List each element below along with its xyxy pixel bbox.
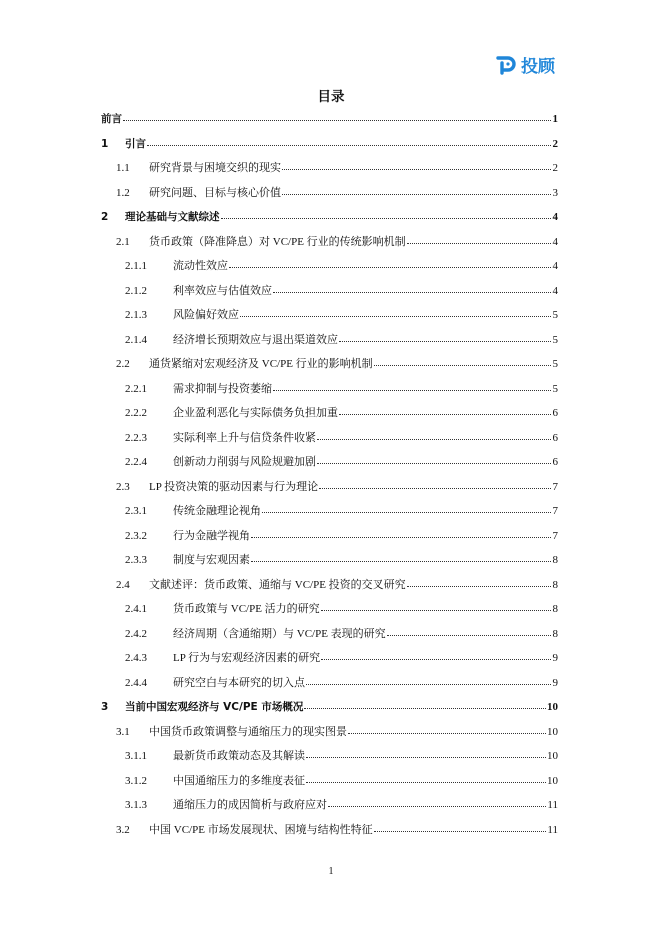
- toc-entry-title: 中国 VC/PE 市场发展现状、困境与结构性特征: [149, 823, 373, 836]
- toc-entry[interactable]: [125, 529, 558, 543]
- toc-entry-number: 2.4.3: [125, 652, 147, 664]
- toc-entry[interactable]: [125, 333, 558, 347]
- toc-entry[interactable]: [125, 284, 558, 298]
- toc-dot-leader: [319, 479, 551, 489]
- toc-dot-leader: [387, 626, 551, 636]
- toc-entry[interactable]: [116, 357, 558, 371]
- toc-dot-leader: [339, 332, 551, 342]
- toc-dot-leader: [306, 748, 546, 758]
- toc-entry-title: 经济周期（含通缩期）与 VC/PE 表现的研究: [173, 627, 386, 640]
- toc-dot-leader: [251, 528, 551, 538]
- toc-entry-number: 3.1.3: [125, 799, 147, 811]
- toc-entry-number: 2.1.1: [125, 260, 147, 272]
- toc-entry[interactable]: [125, 627, 558, 641]
- toc-entry-title: 前言: [101, 113, 122, 125]
- toc-dot-leader: [348, 724, 546, 734]
- toc-entry-title: 研究空白与本研究的切入点: [173, 676, 305, 689]
- toc-entry-number: 2.4.4: [125, 676, 147, 689]
- toc-dot-leader: [407, 234, 551, 244]
- toc-entry[interactable]: [101, 210, 558, 224]
- toc-entry-page: 8: [552, 578, 558, 591]
- toc-entry[interactable]: [125, 455, 558, 469]
- toc-entry-number: 2.1.3: [125, 309, 147, 321]
- toc-entry-number: 2.3.3: [125, 554, 147, 566]
- toc-dot-leader: [306, 773, 546, 783]
- toc-entry[interactable]: [116, 480, 558, 494]
- toc-entry-page: 5: [552, 333, 558, 346]
- toc-entry-title: 当前中国宏观经济与 VC/PE 市场概况: [125, 701, 304, 713]
- toc-entry-page: 5: [552, 309, 558, 321]
- toc-entry-title: 传统金融理论视角: [173, 505, 261, 517]
- toc-entry-page: 6: [552, 456, 558, 468]
- toc-entry[interactable]: [125, 602, 558, 616]
- toc-entry-number: 3.1: [116, 725, 130, 738]
- toc-entry-title: 中国货币政策调整与通缩压力的现实图景: [149, 725, 347, 738]
- toc-dot-leader: [317, 430, 551, 440]
- toc-entry-number: 2.1: [116, 235, 130, 248]
- toc-entry[interactable]: [116, 823, 558, 837]
- toc-entry-title: 需求抑制与投资萎缩: [173, 382, 272, 395]
- toc-dot-leader: [321, 601, 551, 611]
- toc-entry-page: 2: [552, 162, 558, 174]
- toc-entry-title: 创新动力削弱与风险规避加剧: [173, 456, 316, 468]
- toc-entry-page: 9: [552, 652, 558, 664]
- toc-entry-number: 2.3.1: [125, 505, 147, 517]
- toc-entry[interactable]: [125, 553, 558, 567]
- toc-entry-page: 4: [552, 284, 558, 297]
- toc-entry-page: 7: [552, 505, 558, 517]
- toc-entry-page: 4: [552, 235, 558, 248]
- toc-entry-number: 3: [101, 701, 109, 713]
- toc-entry-page: 11: [547, 799, 558, 811]
- toc-entry-page: 8: [552, 627, 558, 640]
- toc-dot-leader: [407, 577, 551, 587]
- toc-entry-page: 4: [552, 211, 558, 223]
- toc-entry-page: 10: [547, 725, 558, 738]
- toc-dot-leader: [282, 185, 551, 195]
- toc-entry-title: 企业盈利恶化与实际债务负担加重: [173, 407, 338, 419]
- toc-entry-page: 10: [547, 774, 558, 787]
- toc-title: 目录: [317, 89, 345, 105]
- toc-entry[interactable]: [125, 431, 558, 445]
- toc-entry-number: 2.4.1: [125, 603, 147, 615]
- toc-dot-leader: [317, 454, 551, 464]
- toc-dot-leader: [147, 136, 551, 146]
- toc-entry-page: 5: [552, 358, 558, 370]
- toc-entry-number: 2.3.2: [125, 529, 147, 542]
- toc-entry[interactable]: [125, 749, 558, 763]
- toc-dot-leader: [273, 381, 551, 391]
- brand-name: 投顾: [521, 57, 555, 77]
- toc-dot-leader: [221, 209, 552, 219]
- toc-entry[interactable]: [125, 259, 558, 273]
- toc-dot-leader: [273, 283, 551, 293]
- toc-entry-title: 中国通缩压力的多维度表征: [173, 774, 305, 787]
- toc-entry-page: 7: [552, 480, 558, 493]
- toc-entry-title: 货币政策（降准降息）对 VC/PE 行业的传统影响机制: [149, 235, 406, 248]
- toc-entry-title: LP 行为与宏观经济因素的研究: [173, 652, 321, 664]
- toc-dot-leader: [123, 111, 551, 121]
- toc-entry-page: 1: [552, 113, 558, 125]
- toc-entry[interactable]: [125, 651, 558, 665]
- toc-entry-number: 2.1.4: [125, 333, 147, 346]
- toc-entry-number: 2.2: [116, 358, 130, 370]
- toc-entry-number: 2.4: [116, 578, 130, 591]
- toc-entry-page: 4: [552, 260, 558, 272]
- toc-entry-title: LP 投资决策的驱动因素与行为理论: [149, 480, 319, 493]
- toc-dot-leader: [374, 356, 551, 366]
- toc-entry-page: 3: [552, 186, 558, 199]
- toc-entry[interactable]: [101, 137, 558, 151]
- toc-entry-number: 2.2.1: [125, 382, 147, 395]
- toc-entry-page: 10: [547, 750, 558, 762]
- toc-entry-number: 2.1.2: [125, 284, 147, 297]
- toc-entry-page: 2: [552, 137, 558, 150]
- toc-entry-page: 8: [552, 603, 558, 615]
- toc-entry-title: 经济增长预期效应与退出渠道效应: [173, 333, 338, 346]
- toc-entry-number: 2.2.2: [125, 407, 147, 419]
- toc-entry-title: 制度与宏观因素: [173, 554, 250, 566]
- toc-entry-title: 研究问题、目标与核心价值: [149, 186, 281, 199]
- brand-logo: [496, 52, 555, 77]
- toc-entry-page: 5: [552, 382, 558, 395]
- toc-entry-title: 行为金融学视角: [173, 529, 250, 542]
- toc-entry-page: 6: [552, 407, 558, 419]
- toc-entry[interactable]: [125, 504, 558, 518]
- toc-entry-number: 3.1.2: [125, 774, 147, 787]
- toc-entry-page: 10: [547, 701, 558, 713]
- toc-entry-title: 文献述评：货币政策、通缩与 VC/PE 投资的交叉研究: [149, 578, 406, 591]
- toc-entry[interactable]: [125, 308, 558, 322]
- toc-dot-leader: [374, 822, 547, 832]
- toc-entry-title: 引言: [125, 137, 146, 150]
- toc-entry-number: 1.2: [116, 186, 130, 199]
- toc-entry-number: 2: [101, 211, 109, 223]
- brand-mark-icon: [496, 55, 518, 75]
- toc-dot-leader: [328, 797, 546, 807]
- toc-entry-number: 1.1: [116, 162, 130, 174]
- toc-entry-title: 通缩压力的成因简析与政府应对: [173, 799, 327, 811]
- toc-entry-number: 2.2.4: [125, 456, 147, 468]
- toc-dot-leader: [262, 503, 551, 513]
- toc-dot-leader: [306, 675, 551, 685]
- toc-entry[interactable]: [125, 774, 558, 788]
- toc-entry-page: 6: [552, 431, 558, 444]
- toc-entry-title: 研究背景与困境交织的现实: [149, 162, 281, 174]
- toc-dot-leader: [229, 258, 551, 268]
- toc-dot-leader: [304, 699, 546, 709]
- toc-entry[interactable]: [101, 112, 558, 126]
- toc-entry[interactable]: [116, 725, 558, 739]
- toc-entry-title: 流动性效应: [173, 260, 228, 272]
- toc-entry-number: 3.1.1: [125, 750, 147, 762]
- toc-entry[interactable]: [125, 406, 558, 420]
- toc-entry-title: 风险偏好效应: [173, 309, 239, 321]
- toc-dot-leader: [240, 307, 551, 317]
- toc-dot-leader: [282, 160, 551, 170]
- toc-entry-number: 2.3: [116, 480, 130, 493]
- toc-entry-page: 11: [547, 823, 558, 836]
- toc-dot-leader: [251, 552, 551, 562]
- toc-entry-title: 通货紧缩对宏观经济及 VC/PE 行业的影响机制: [149, 358, 373, 370]
- toc-entry[interactable]: [125, 798, 558, 812]
- toc-entry-title: 实际利率上升与信贷条件收紧: [173, 431, 316, 444]
- toc-entry[interactable]: [125, 676, 558, 690]
- toc-dot-leader: [321, 650, 551, 660]
- toc-entry-page: 9: [552, 676, 558, 689]
- toc-entry-number: 3.2: [116, 823, 130, 836]
- toc-entry-number: 2.4.2: [125, 627, 147, 640]
- toc-entry-title: 利率效应与估值效应: [173, 284, 272, 297]
- page-number: 1: [328, 866, 334, 877]
- toc-dot-leader: [339, 405, 551, 415]
- toc-entry[interactable]: [116, 235, 558, 249]
- toc-entry[interactable]: [125, 382, 558, 396]
- toc-entry-title: 理论基础与文献综述: [125, 211, 220, 223]
- toc-entry-page: 8: [552, 554, 558, 566]
- toc-entry-number: 2.2.3: [125, 431, 147, 444]
- toc-entry-number: 1: [101, 137, 109, 150]
- toc-entry[interactable]: [116, 161, 558, 175]
- toc-entry[interactable]: [116, 578, 558, 592]
- toc-entry[interactable]: [101, 700, 558, 714]
- toc-entry-page: 7: [552, 529, 558, 542]
- toc-entry[interactable]: [116, 186, 558, 200]
- toc-entry-title: 最新货币政策动态及其解读: [173, 750, 305, 762]
- toc-entry-title: 货币政策与 VC/PE 活力的研究: [173, 603, 320, 615]
